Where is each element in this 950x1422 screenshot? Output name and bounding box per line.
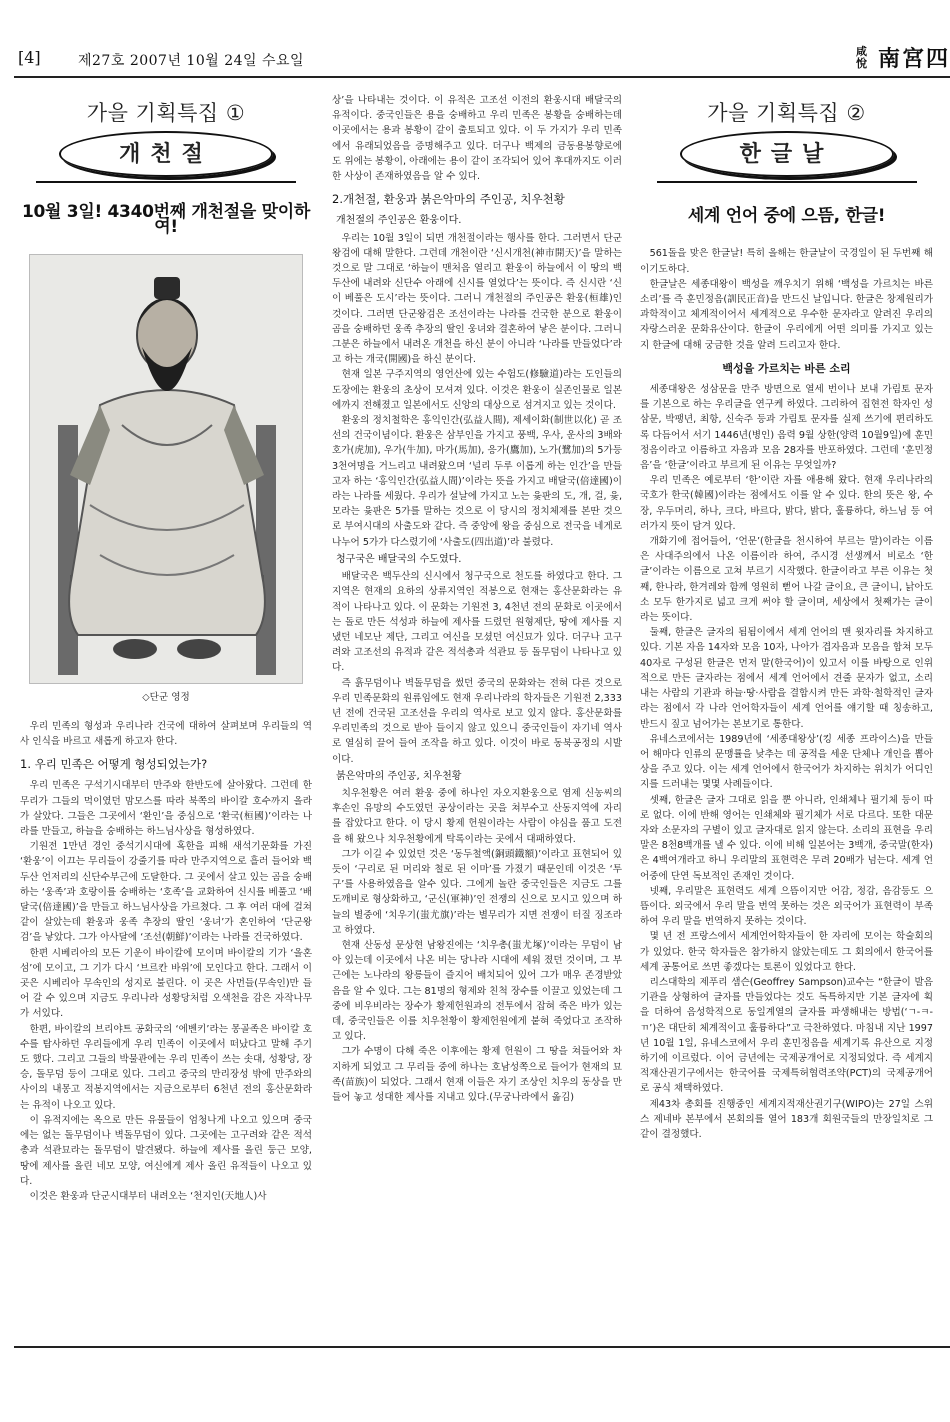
- body-paragraph: 한글날은 세종대왕이 백성을 깨우치기 위해 ‘백성을 가르치는 바른 소리’를 즉 훈민정음(訓民正音)을 만드신 날입니다. 한글은 창제원리가 과학적이고 체계적이어서 세계적으로 우수한 문자라고 알려진 우리의 자랑스러운 문화유산이다. 한글이 우리에게 어떤 의미를 가지고 있는지 한글에 대해 궁금한 것을 알려 드리고자 한다.: [640, 278, 933, 351]
- column-left: [20, 90, 312, 1204]
- body-paragraph: 개화기에 접어들어, ‘언문’(한글을 천시하여 부르는 말)이라는 이름은 사대주의에서 나온 이름이라 하여, 주시경 선생께서 비로소 ‘한글’이라는 이름으로 고쳐 부르기 시작했다. 한글이라고 부른 이유는 첫째, 한나라, 한겨레와 함께 영원히 뻗어 나갈 글이요, 큰 글이니, 낡아도소 모두 한가지로 넓고 크게 써야 할 글이며, 세상에서 첫째가는 글이라는 뜻이다.: [640, 536, 933, 624]
- body-paragraph: 치우천황은 여러 환웅 중에 하나인 자오지환웅으로 염제 신농씨의 후손인 유망의 수도였던 공상이라는 곳을 쳐부수고 산동지역에 자리를 잡았다고 한다. 이 당시 황제 헌원이라는 사람이 야심을 품고 도전을 해 왔으나 치우천황에게 탁록이라는 곳에서 대패하였다.: [332, 787, 622, 845]
- body-paragraph: 세종대왕은 성삼문을 만주 방면으로 열세 번이나 보내 가림토 문자를 기본으로 하는 우리글을 연구케 하였다. 그리하여 집현전 학자인 성삼문, 박팽년, 최항, 신숙주 등과 가림토 문자를 실제 쓰기에 편리하도록 다듬어서 서기 1446년(병인) 음력 9월 상한(양력 10월9일)에 훈민정음이라고 이름하고 자음과 모음 28자를 반포하였다. 그런데 ‘훈민정음’을 ‘한글’이라고 부르게 된 이유는 무엇일까?: [640, 384, 933, 472]
- intro-paragraph: 우리 민족의 형성과 우리나라 건국에 대하여 살펴보며 우리들의 역사 인식을 바르고 새롭게 하고자 한다.: [20, 720, 312, 748]
- image-caption: ◇단군 영정: [142, 691, 190, 703]
- body-paragraph: 이 유적지에는 옥으로 만든 유물들이 엄청나게 나오고 있으며 중국에는 없는 돌무덤이나 벽돌무덤이 있다. 그곳에는 고구려와 같은 적석총과 석관묘라는 돌무덤이 발견됐다. 하늘에 제사를 올린 둥근 모양, 땅에 제사를 올린 네모 모양, 여신에게 제사 올린 유적들이 나오고 있다.: [20, 1114, 312, 1187]
- minor-heading: 붉은악마의 주인공, 치우천황: [336, 770, 462, 782]
- body-paragraph: 그가 수명이 다해 죽은 이후에는 황제 헌원이 그 땅을 쳐들어와 차지하게 되었고 그 무리들 중에 하나는 호남성쪽으로 들어가 현재의 묘족(苗族)이 되었다. 그래서 현재 이들은 자기 조상인 치우의 동상을 만들어 놓고 성대한 제사를 지내고 있다.(무궁나라에서 옮김): [332, 1046, 622, 1103]
- oval-underline: [657, 181, 917, 183]
- column-right: [640, 90, 933, 1142]
- body-paragraph: 현재 일본 구주지역의 영언산에 있는 수험도(修驗道)라는 도인들의 도장에는 환웅의 초상이 모셔져 있다. 이것은 환웅이 실존인물로 일본에까지 전해졌고 일본에서도 신앙의 대상으로 섬겨지고 있는 것이다.: [332, 369, 622, 411]
- body-paragraph: 둘째, 한글은 글자의 됨됨이에서 세계 언어의 맨 윗자리를 차지하고 있다. 기본 자음 14자와 모음 10자, 나아가 겹자음과 모음을 합쳐 모두 40자로 구성된 한글은 먼저 말(한국어)이 있고서 이를 바탕으로 인위적으로 만든 글자라는 점에서 세계 언어에서 견줄 문자가 없고, 소리 내는 사람의 기관과 하늘·땅·사람을 결합시켜 만든 과학·철학적인 글자라는 점에서 각 나라 언어학자들이 세계 언어를 얘기할 때 칭송하고, 반드시 짚고 넘어가는 본보기로 통한다.: [640, 627, 933, 730]
- feature-oval-title: 한글날: [680, 131, 894, 177]
- body-paragraph: 몇 년 전 프랑스에서 세계언어학자들이 한 자리에 모이는 학술회의가 있었다. 한국 학자들은 참가하지 않았는데도 그 회의에서 한국어를 세계 공통어로 쓰면 좋겠다는 토론이 있었다고 한다.: [640, 931, 933, 973]
- oval-underline: [36, 181, 296, 183]
- body-paragraph: 우리 민족은 구석기시대부터 만주와 한반도에 살아왔다. 그런데 한 무리가 그들의 먹이였던 맘모스를 따라 북쪽의 바이칼 호수까지 올라가 살았다. 그들은 그곳에서 ‘환인’을 중심으로 ‘환국(桓國)’이라는 나라를 만들고, 하늘을 숭배하는 하느님사상을 형성하였다.: [20, 780, 312, 838]
- body-paragraph: 기원전 1만년 경인 중석기시대에 혹한을 피해 새석기문화를 가진 ‘환웅’이 이끄는 무리들이 강줄기를 따라 만주지역으로 흘러 들어와 백두산 언저리의 신단수부근에 도달한다. 그 곳에서 살고 있는 곰을 숭배하는 ‘웅족’과 호랑이를 숭배하는 ‘호족’을 교화하여 신시를 베풀고 ‘배달국(倍達國)’을 만들고 하느님사상을 가르쳤다. 그 후 여러 대에 걸쳐 같이 살았는데 환웅과 웅족 추장의 딸인 ‘웅녀’가 혼인하여 ‘단군왕검’을 낳았다. 그가 아사달에 ‘조선(朝鮮)’이라는 나라를 건국하였다.: [20, 841, 312, 944]
- body-paragraph: 한편, 바이칼의 브리야트 공화국의 ‘에벤키’라는 몽골족은 바이칼 호수를 탐사하던 우리들에게 우리 민족이 이곳에서 떠났다고 말해 주기도 했다. 그리고 그들의 박물관에는 우리 민족이 쓰는 솟대, 성황당, 장승, 돌무덤 등이 그대로 있다. 그리고 중국의 만리장성 밖에 만주와의 사이의 내몽고 적봉지역에서는 지금으로부터 6천년 전의 홍산문화라는 유적이 나오고 있다.: [20, 1023, 312, 1111]
- body-paragraph: 우리는 10월 3일이 되면 개천절이라는 행사를 한다. 그러면서 단군왕검에 대해 말한다. 그런데 개천이란 ‘신시개천(神市開天)’을 말하는 것으로 말 그대로 ‘하늘이 맨처음 열리고 환웅이 하늘에서 이 땅의 백두산에 내려와 신단수 아래에 신시를 열었다’는 뜻이다. 즉 신시란 ‘신이 베풀은 도시’라는 뜻이다. 그러니 개천절의 주인공은 환웅(桓雄)인 것이다. 그러면 단군왕검은 조선이라는 나라를 건국한 분으로 환웅이 곰을 숭배하던 웅족 추장의 딸인 웅녀와 결혼하여 낳은 분이다. 그러니 그분은 하늘에서 내려온 개천을 하신 분이 아니라 ‘나라를 만들었다’라고 하는 개국(開國)을 하신 분이다.: [332, 232, 622, 366]
- body-paragraph: 넷째, 우리말은 표현력도 세계 으뜸이지만 어감, 정감, 음감등도 으뜸이다. 외국에서 우리 말을 번역 못하는 것은 외국어가 표현력이 부족하여 우리 말을 번역하지 못하는 것이다.: [640, 885, 933, 928]
- body-paragraph: 배달국은 백두산의 신시에서 청구국으로 천도를 하였다고 한다. 그 지역은 현재의 요하의 상류지역인 적봉으로 현재는 홍산문화라는 유적이 나타나고 있다. 이 문화는 기원전 3, 4천년 전의 문화로 이곳에서는 돌로 만든 석성과 하늘에 제사를 드렸던 원형제단, 땅에 제사를 지냈던 네모난 제단, 그리고 여신을 모셨던 여신묘가 있다. 더구나 고구려와 고조선의 유적과 같은 적석총과 석관묘 등 돌무덤이 나타나고 있다.: [332, 571, 622, 674]
- feature-title: 가을 기획특집 ②: [707, 101, 866, 125]
- body-paragraph: 현재 산동성 문상현 남왕진에는 ‘치우총(蚩尤塚)’이라는 무덤이 남아 있는데 이곳에서 나온 비는 당나라 시대에 세워 졌던 것이며, 그 부근에는 노나라의 왕릉들이 즐지어 배치되어 있어 그가 매우 존경받았음을 알 수 있다. 그는 81명의 형제와 친척 장수를 이끌고 있었는데 그중에 비우비라는 장수가 황제헌원과의 전투에서 잡혀 죽은 바가 있는데, 중국인들은 이를 치우천황이 황제헌원에게 붙혀 죽었다고 조작하고 있다.: [332, 939, 622, 1043]
- section-heading: 2.개천절, 환웅과 붉은악마의 주인공, 치우천황: [332, 192, 565, 207]
- article-headline: 세계 언어 중에 으뜸, 한글!: [687, 206, 886, 227]
- feature-oval-title: 개천절: [59, 131, 273, 177]
- header-rule: [14, 76, 950, 78]
- issue-date: 제27호 2007년 10월 24일 수요일: [78, 53, 305, 69]
- body-paragraph: 제43차 총회를 진행중인 세계지적재산권기구(WIPO)는 27일 스위스 제네바 본부에서 본회의를 열어 183개 회원국들의 만장일치로 그 같이 결정했다.: [640, 1098, 933, 1140]
- body-paragraph: 리스대학의 제푸리 샘슨(Geoffrey Sampson)교수는 “한글이 발음기관을 상형하여 글자를 만들었다는 것도 독특하지만 기본 글자에 획을 더하여 음성학적으로 동일계열의 글자를 파생해내는 방법(‘ㄱ-ㅋ-ㄲ’)은 대단히 체계적이고 훌륭하다”고 극찬하였다. 마침내 지난 1997년 10월 1일, 유네스코에서 우리 훈민정음을 세계기록 유산으로 지정하기에 이르렀다. 이어 금년에는 국제공개어로 지정되었다. 즉 세계지적재산권기구에서는 한국어를 국제특허협력조약(PCT)의 국제공개어로 공식 채택하였다.: [640, 976, 933, 1095]
- minor-heading: 청구국은 배달국의 수도였다.: [336, 553, 462, 565]
- portrait-illustration: [30, 255, 303, 684]
- body-paragraph: 한편 시베리아의 모든 기운이 바이칼에 모이며 바이칼의 기가 ‘올혼섬’에 모이고, 그 기가 다시 ‘브르칸 바위’에 모인다고 한다. 그래서 이 곳은 시베리아 무속인의 성지로 불린다. 이 곳은 사먼들(무속인)만 들어 갈 수 있으며 지금도 우리나라 성황당처럼 오색천을 감은 자작나무가 서있다.: [20, 947, 312, 1020]
- newspaper-name: 南宮四: [877, 46, 950, 72]
- page-header: [14, 42, 950, 78]
- footer-rule: [14, 1346, 950, 1348]
- masthead: [856, 42, 950, 73]
- section-heading: 1. 우리 민족은 어떻게 형성되었는가?: [20, 757, 208, 772]
- feature-title: 가을 기획특집 ①: [86, 101, 246, 125]
- body-paragraph: 이것은 환웅과 단군시대부터 내려오는 ‘천지인(天地人)사: [29, 1190, 267, 1202]
- body-paragraph: 상’을 나타내는 것이다. 이 유적은 고조선 이전의 환웅시대 배달국의 유적이다. 중국인들은 용을 숭배하고 우리 민족은 봉황을 숭배하는데 이곳에서는 용과 봉황이 같이 출토되고 있다. 이 두 가지가 우리 민족에서 유래되었음을 증명해주고 있다. 더구나 백제의 금동용봉향로에도 위에는 봉황이, 아래에는 용이 같이 조각되어 있어 후대까지도 이러한 사상이 존재하였음을 알 수 있다.: [332, 95, 622, 183]
- section-heading: 백성을 가르치는 바른 소리: [722, 361, 851, 375]
- dangun-portrait-image: [29, 254, 303, 684]
- body-paragraph: 유네스코에서는 1989년에 ‘세종대왕상’(킹 세종 프라이스)을 만들어 해마다 인류의 문맹률을 낮추는 데 공적을 세운 단체나 개인을 뽑아 상을 주고 있다. 이는 세계 언어에서 한국어가 차지하는 위치가 어디인지를 드러내는 몇몇 사례들이다.: [640, 733, 933, 791]
- article-headline: 10월 3일! 4340번째 개천절을 맞이하여!: [22, 202, 310, 238]
- column-middle: [332, 93, 622, 1105]
- masthead-seal: 咸悅: [855, 44, 867, 70]
- minor-heading: 개천절의 주인공은 환웅이다.: [336, 215, 462, 227]
- body-paragraph: 561돌을 맞은 한글날! 특히 올해는 한글날이 국경일이 된 두번째 해이기도하다.: [640, 248, 933, 275]
- body-paragraph: 셋째, 한글은 글자 그대로 읽을 뿐 아니라, 인쇄체나 필기체 등이 따로 없다. 이에 반해 영어는 인쇄체와 필기체가 서로 다르다. 또한 대문자와 소문자의 구별이 있고 글자대로 읽지 않는다. 소리의 표현을 우리말은 8천8백개를 낼 수 있다. 이에 비해 일본어는 3백개, 중국말(한자)은 4백여개라고 하니 우리말의 표현력은 무려 20배가 넘는다. 세계 언어중에 단연 독보적인 존재인 것이다.: [640, 794, 933, 882]
- page-number: [4]: [18, 48, 41, 67]
- body-paragraph: 우리 민족은 예로부터 ‘한’이란 자를 애용해 왔다. 현재 우리나라의 국호가 한국(韓國)이라는 점에서도 이를 알 수 있다. 한의 뜻은 왕, 수장, 우두머리, 하나, 크다, 바르다, 밝다, 밝다, 훌륭하다, 하느님 등 여러가지 뜻이 담겨 있다.: [640, 475, 933, 532]
- body-paragraph: 그가 이길 수 있었던 것은 ‘동두철액(銅頭鐵額)’이라고 표현되어 있듯이 ‘구리로 된 머리와 철로 된 이마’를 가졌기 때문인데 이것은 ‘투구’를 사용하였음을 알수 있다. 그에게 놀란 중국인들은 지금도 그를 도깨비로 형상화하고, ‘군신(軍神)’인 전쟁의 신으로 모시고 있으며 하늘의 별중에 ‘치우기(蚩尤旗)’라는 별무리가 지면 전쟁이 터질 징조라고 하였다.: [332, 848, 622, 936]
- body-paragraph: 즉 흙무덤이나 벽돌무덤을 썼던 중국의 문화와는 전혀 다른 것으로 우리 민족문화의 원류임에도 현재 우리나라의 학자들은 기원전 2,333년 전에 건국된 고조선을 우리의 역사로 보고 있지 않다. 홍산문화를 우리민족의 것으로 받아 들이지 않고 있으니 중국인들이 자기네 역사로 열심히 끌어 들여 조작을 하고 있다. 이것이 바로 동북공정의 시발이다.: [332, 677, 622, 765]
- body-paragraph: 환웅의 정치철학은 홍익인간(弘益人間), 제세이화(制世以化) 곧 조선의 건국이념이다. 환웅은 삼부인을 가지고 풍백, 우사, 운사의 3배와 호가(虎加), 우가(牛加), 마가(馬加), 응가(鷹加), 노가(鷺加)의 5가등 3천여명을 거느리고 내려왔으며 ‘널리 두루 이롭게 하는 인간’을 만들고자 하는 ‘홍익인간(弘益人間)’이라는 뜻을 가지고 배달국(倍達國)이라는 나라를 세웠다. 우리가 설날에 가지고 노는 윷판의 도, 개, 걸, 윷, 모라는 윷판은 5가를 말하는 것으로 이 당시의 정치체제를 본딴 것으로 부여시대의 사출도와 같다. 즉 중앙에 왕을 중심으로 전국을 네게로 나누어 5가가 다스렸기에 ‘사출도(四出道)’라 불렸다.: [332, 415, 622, 548]
